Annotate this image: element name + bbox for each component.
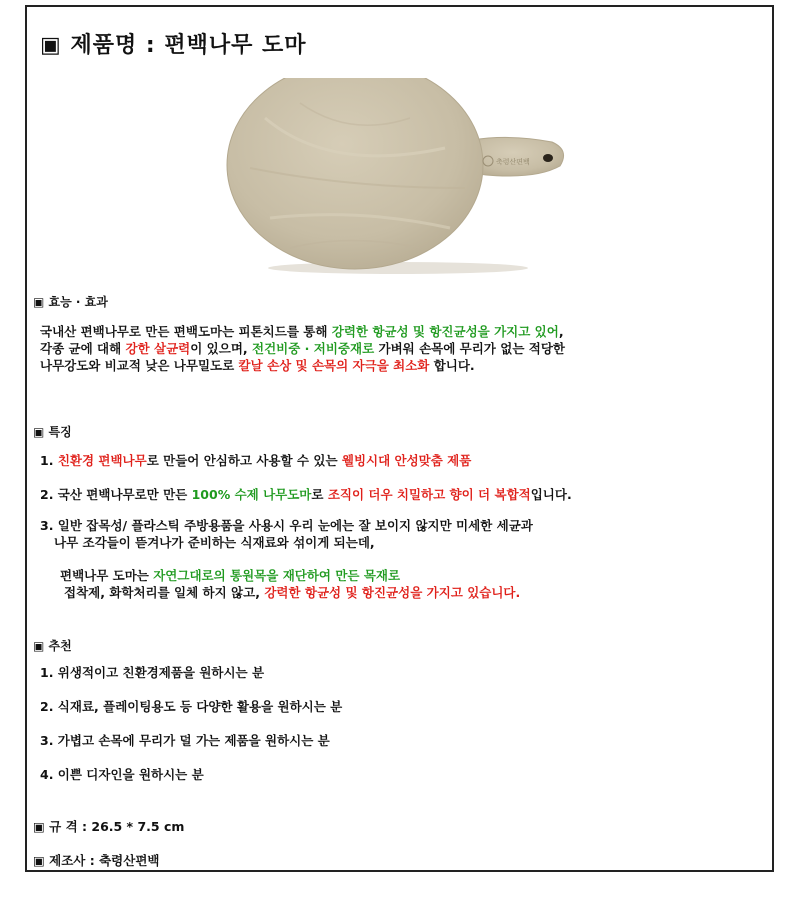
feature-3: 3. 일반 잡목성/ 플라스틱 주방용품을 사용시 우리 눈에는 잘 보이지 않지만 미세한 세균과 나무 조각들이 뜯겨나가 준비하는 식재료와 섞이게 되는데, bbox=[40, 518, 533, 550]
features-heading: ▣ 특징 bbox=[33, 425, 72, 439]
brand-logo-text: 축령산편백 bbox=[496, 158, 530, 166]
product-title: ▣ 제품명 : 편백나무 도마 bbox=[40, 33, 307, 58]
recommend-item: 1. 위생적이고 친환경제품을 원하시는 분 bbox=[40, 665, 265, 680]
feature-1: 1. 친환경 편백나무로 만들어 안심하고 사용할 수 있는 웰빙시대 안성맞춤 제품 bbox=[40, 453, 472, 468]
recommend-item: 2. 식재료, 플레이팅용도 등 다양한 활용을 원하시는 분 bbox=[40, 699, 343, 714]
feature-4: 편백나무 도마는 자연그대로의 통원목을 재단하여 만든 목재로 접착제, 화학처리를 일체 하지 않고, 강력한 항균성 및 항진균성을 가지고 있습니다. bbox=[60, 568, 521, 600]
efficacy-heading: ▣ 효능 · 효과 bbox=[33, 295, 108, 309]
efficacy-text: 국내산 편백나무로 만든 편백도마는 피톤치드를 통해 강력한 항균성 및 항진균성을 가지고 있어, 각종 균에 대해 강한 살균력이 있으며, 전건비중 · 저비중재로 가벼워 손목에 무리가 없는 적당한 나무강도와 비교적 낮은 나무밀도로 칼날 손상 및 손목의 자극을 최소화 합니다. bbox=[40, 324, 565, 373]
feature-2: 2. 국산 편백나무로만 만든 100% 수제 나무도마로 조직이 더우 치밀하고 향이 더 복합적입니다. bbox=[40, 487, 572, 502]
spec-text: ▣ 규 격 : 26.5 * 7.5 cm bbox=[33, 819, 185, 834]
maker-text: ▣ 제조사 : 축령산편백 bbox=[33, 853, 160, 868]
cutting-board-image bbox=[210, 78, 580, 278]
recommend-item: 4. 이쁜 디자인을 원하시는 분 bbox=[40, 767, 204, 782]
hanging-hole bbox=[543, 154, 553, 162]
recommend-item: 3. 가볍고 손목에 무리가 덜 가는 제품을 원하시는 분 bbox=[40, 733, 330, 748]
recommend-heading: ▣ 추천 bbox=[33, 639, 72, 653]
